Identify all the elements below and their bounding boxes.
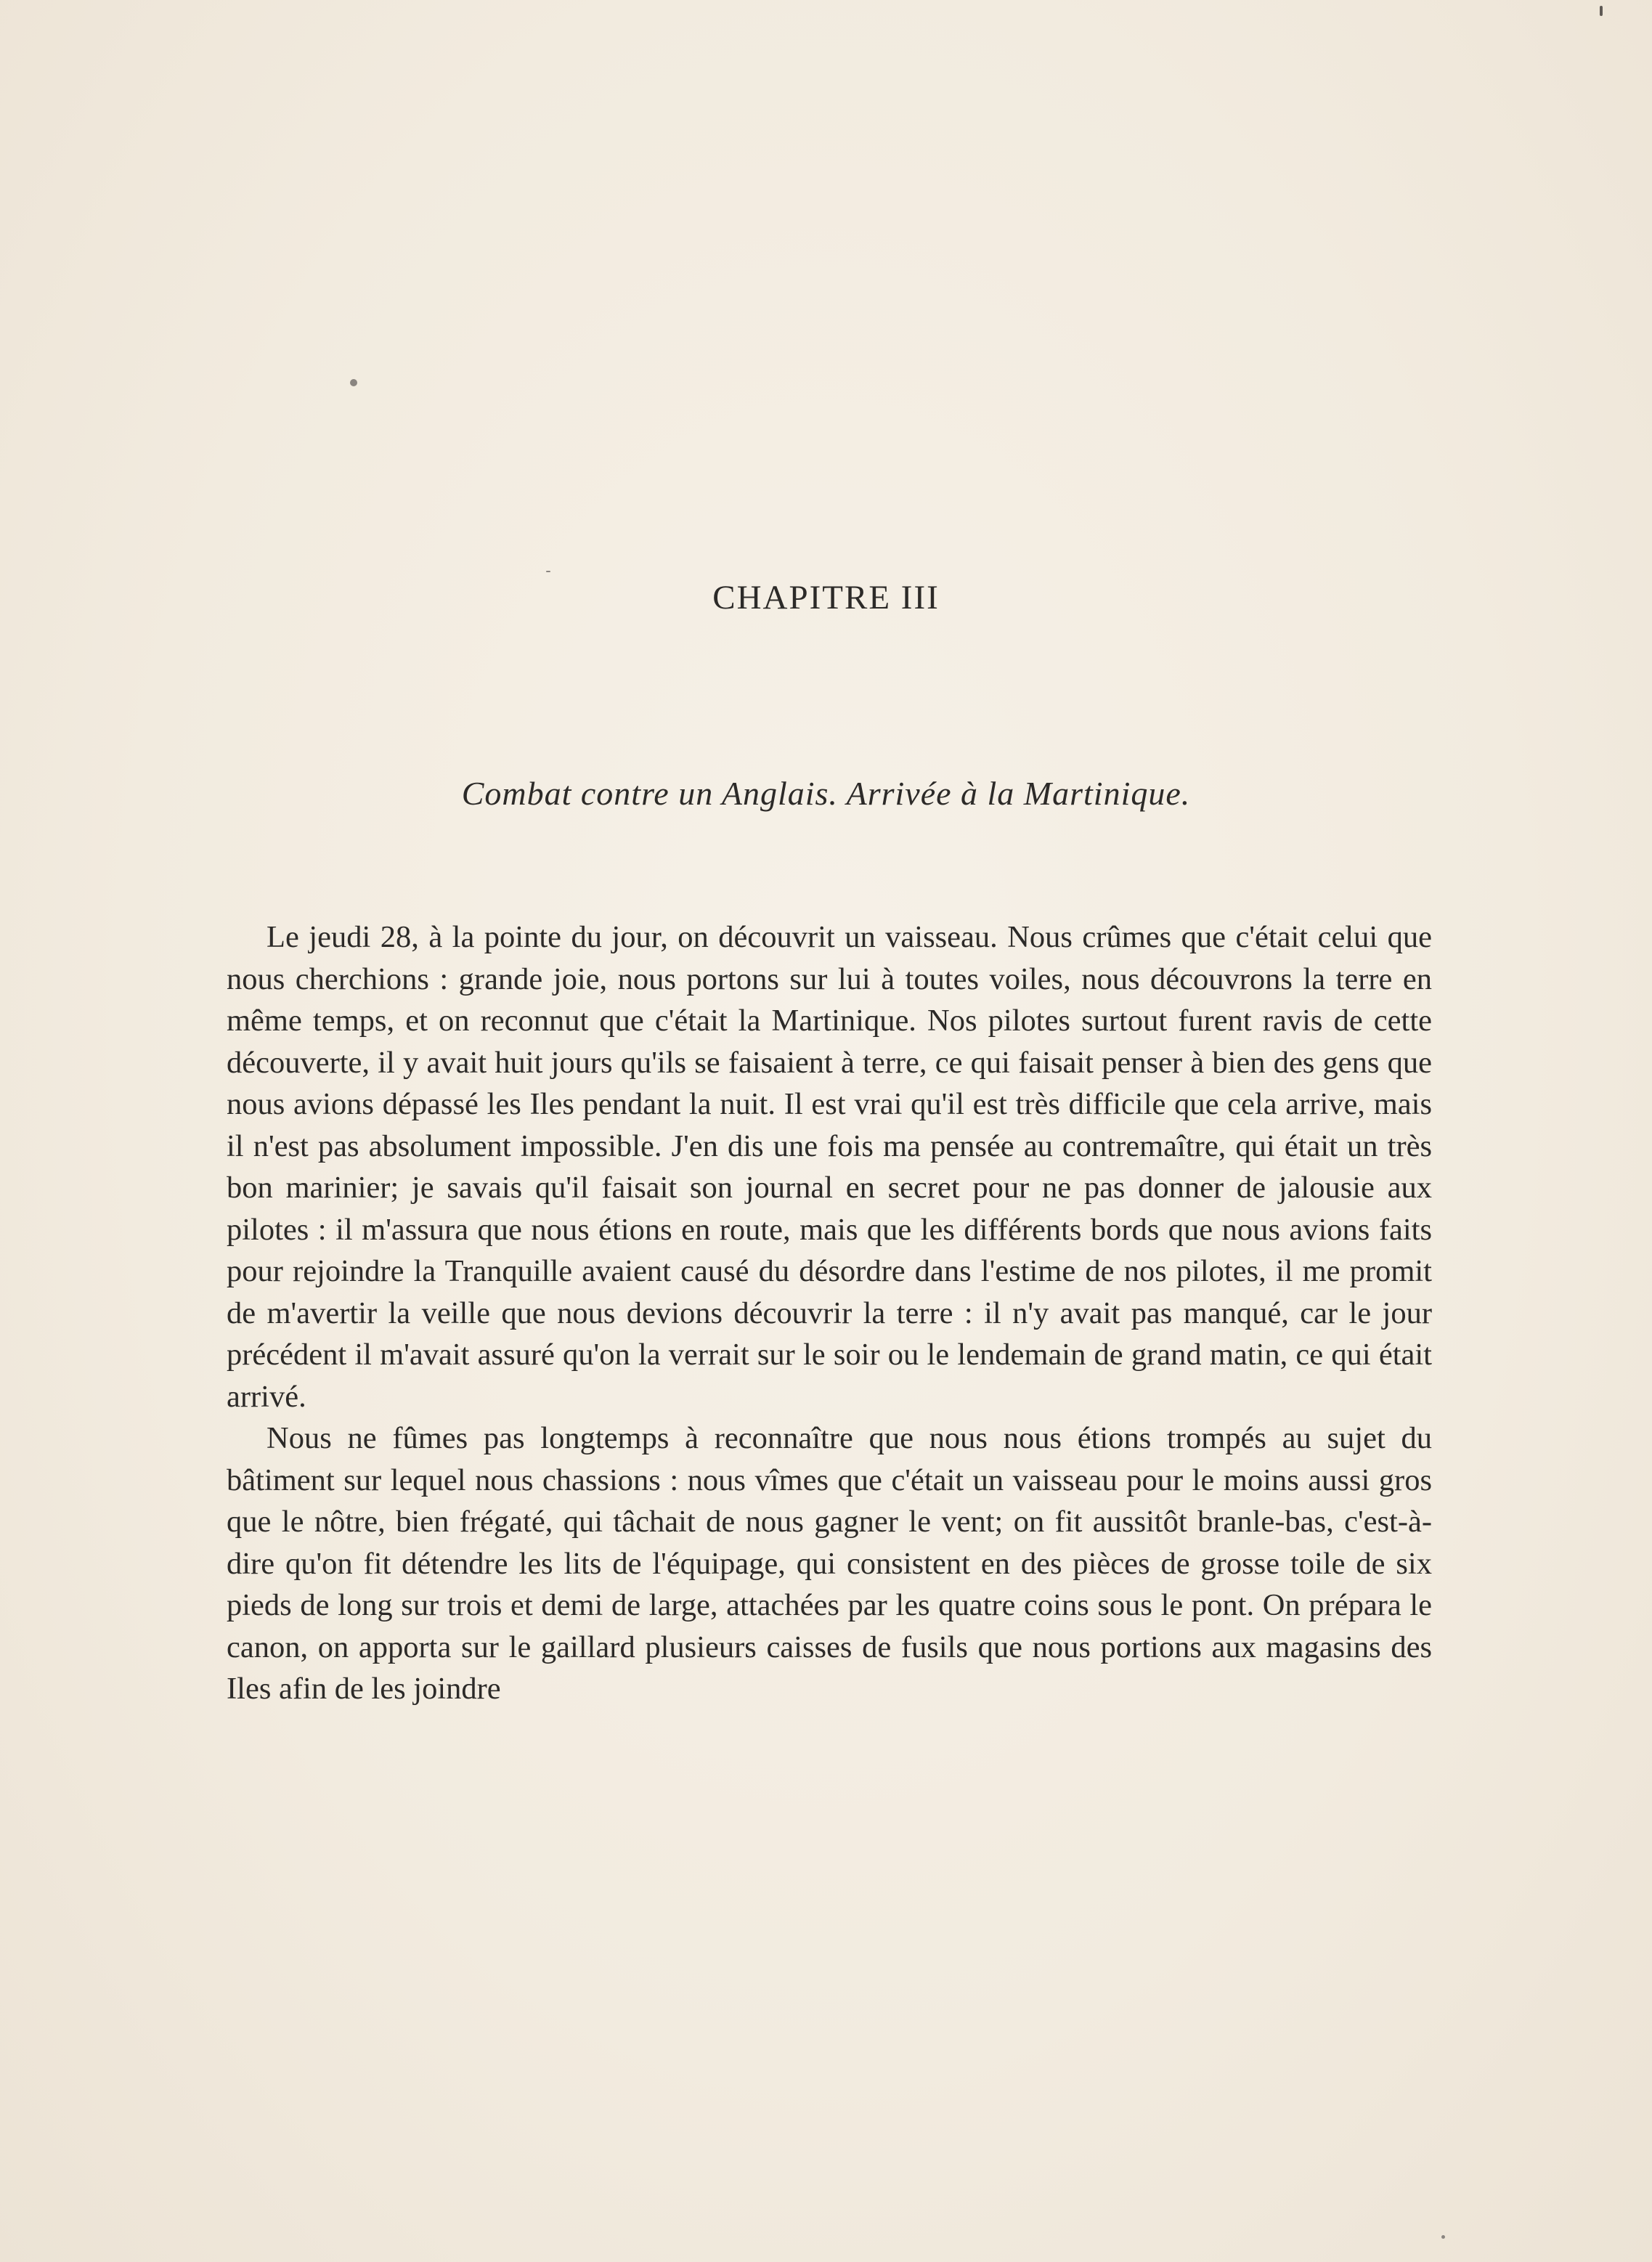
paragraph: Nous ne fûmes pas longtemps à reconnaître que nous nous étions trompés au sujet du bâtiment sur lequel nous chassions : nous vîmes que c'était un vaisseau pour le moins aussi gros que le nôtre, bien frégaté, qui tâchait de nous gagner le vent; on fit aussitôt branle-bas, c'est-à-dire qu'on fit détendre les lits de l'équipage, qui consistent en des pièces de grosse toile de six pieds de long sur trois et demi de large, attachées par les quatre coins sous le pont. On prépara le canon, on apporta sur le gaillard plusieurs caisses de fusils que nous portions aux magasins des Iles afin de les joindre xyxy=(227,1421,1432,1706)
ink-speck xyxy=(1441,2235,1445,2239)
ink-speck xyxy=(546,571,550,572)
ink-speck xyxy=(350,379,357,386)
chapter-subtitle: Combat contre un Anglais. Arrivée à la Martinique. xyxy=(461,775,1191,812)
chapter-title: CHAPITRE III xyxy=(712,579,940,617)
paragraph: Le jeudi 28, à la pointe du jour, on découvrit un vaisseau. Nous crûmes que c'était celui que nous cherchions : grande joie, nous portons sur lui à toutes voiles, nous découvrons la terre en même temps, et on reconnut que c'était la Martinique. Nos pilotes surtout furent ravis de cette découverte, il y avait huit jours qu'ils se faisaient à terre, ce qui faisait penser à bien des gens que nous avions dépassé les Iles pendant la nuit. Il est vrai qu'il est très difficile que cela arrive, mais il n'est pas absolument impossible. J'en dis une fois ma pensée au contremaître, qui était un très bon marinier; je savais qu'il faisait son journal en secret pour ne pas donner de jalousie aux pilotes : il m'assura que nous étions en route, mais que les différents bords que nous avions faits pour rejoindre la Tranquille avaient causé du désordre dans l'estime de nos pilotes, il me promit de m'avertir la veille que nous devions découvrir la terre : il n'y avait pas manqué, car le jour précédent il m'avait assuré qu'on la verrait sur le soir ou le lendemain de grand matin, ce qui était arrivé. xyxy=(227,920,1432,1414)
body-text xyxy=(227,916,1432,1710)
ink-speck xyxy=(1600,6,1603,16)
